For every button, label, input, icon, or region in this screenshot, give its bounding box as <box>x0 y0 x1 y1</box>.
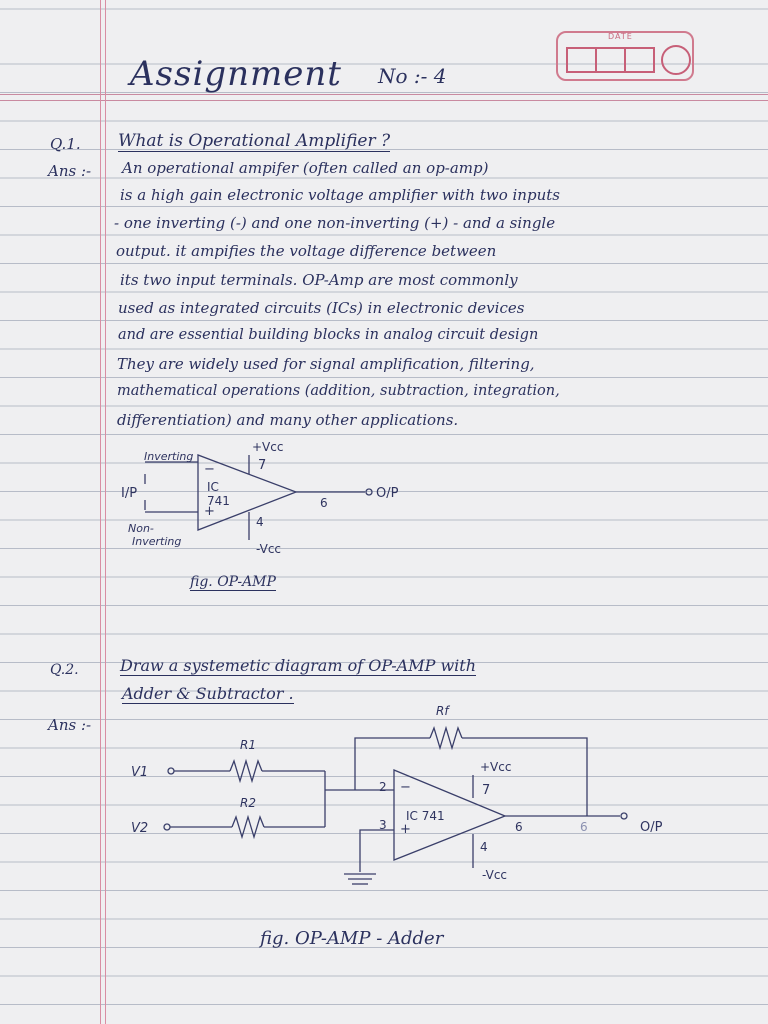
vcc-pos-label: +Vcc <box>252 440 284 454</box>
r1-label: R1 <box>240 738 256 752</box>
q1-question: What is Operational Amplifier ? <box>118 131 391 151</box>
q1-answer-line: output. it ampifies the voltage difference between <box>116 242 497 260</box>
q1-answer-line: - one inverting (-) and one non-inverting (+) - and a single <box>114 214 556 232</box>
q1-answer-line: is a high gain electronic voltage amplifier with two inputs <box>120 186 560 204</box>
q1-answer-line: They are widely used for signal amplification, filtering, <box>117 355 535 373</box>
r1-resistor <box>230 761 262 781</box>
v1-terminal <box>168 768 174 774</box>
adder-vcc-neg-label: -Vcc <box>482 868 508 882</box>
adder-vcc-pos-label: +Vcc <box>480 760 512 774</box>
adder-pin2-label: 2 <box>379 780 387 794</box>
ic-label: IC <box>207 480 219 494</box>
q1-answer-line: its two input terminals. OP-Amp are most commonly <box>120 271 518 289</box>
adder-output-terminal <box>621 813 627 819</box>
inverting-label: Inverting <box>144 450 194 463</box>
non-inverting-ground-wire <box>360 830 394 872</box>
pin7-label: 7 <box>258 458 267 473</box>
v1-label: V1 <box>131 765 149 780</box>
adder-ic-label: IC 741 <box>406 809 445 823</box>
feedback-wire-right <box>462 738 587 816</box>
adder-pin6-faded-label: 6 <box>580 820 588 834</box>
q1-answer-line: mathematical operations (addition, subtraction, integration, <box>117 383 560 399</box>
adder-minus-sign: − <box>400 780 411 795</box>
r2-resistor <box>232 817 264 837</box>
vcc-neg-label: -Vcc <box>256 542 282 556</box>
assignment-number: No :- 4 <box>378 64 447 88</box>
q2-question-line2: Adder & Subtractor . <box>122 684 294 703</box>
adder-plus-sign: + <box>400 822 411 837</box>
q2-ans-label: Ans :- <box>48 716 92 734</box>
v2-terminal <box>164 824 170 830</box>
fig-caption-adder: fig. OP-AMP - Adder <box>260 928 444 949</box>
minus-sign: − <box>204 462 215 477</box>
op-label: O/P <box>376 486 399 501</box>
assignment-title: Assignment <box>130 54 342 94</box>
non-label: Non- <box>128 522 154 535</box>
rf-resistor <box>430 728 462 748</box>
q1-answer-line: differentiation) and many other applications. <box>117 411 459 429</box>
adder-pin4-label: 4 <box>480 840 488 854</box>
adder-op-label: O/P <box>640 820 663 835</box>
r2-label: R2 <box>240 796 256 810</box>
q1-label: Q.1. <box>50 135 81 153</box>
pin4-label: 4 <box>256 515 264 529</box>
q2-label: Q.2. <box>50 662 79 678</box>
q2-question-line1: Draw a systemetic diagram of OP-AMP with <box>120 656 476 675</box>
v2-label: V2 <box>131 821 149 836</box>
feedback-wire-left <box>355 738 430 790</box>
ip-label: I/P <box>121 486 138 501</box>
q1-answer-line: An operational ampifer (often called an op-amp) <box>122 159 489 177</box>
adder-pin6-label: 6 <box>515 820 523 834</box>
rf-label: Rf <box>436 704 449 718</box>
date-label: DATE <box>608 32 633 41</box>
ic-number-label: 741 <box>207 494 230 508</box>
q1-answer-line: and are essential building blocks in analog circuit design <box>118 327 539 343</box>
adder-pin3-label: 3 <box>379 818 387 832</box>
q1-answer-line: used as integrated circuits (ICs) in electronic devices <box>118 299 525 317</box>
pin6-label: 6 <box>320 496 328 510</box>
fig-caption-op-amp: fig. OP-AMP <box>190 574 276 590</box>
adder-pin7-label: 7 <box>482 783 491 798</box>
non-inverting-label: Inverting <box>132 535 182 548</box>
plus-sign: + <box>204 504 215 519</box>
q1-ans-label: Ans :- <box>48 162 92 180</box>
